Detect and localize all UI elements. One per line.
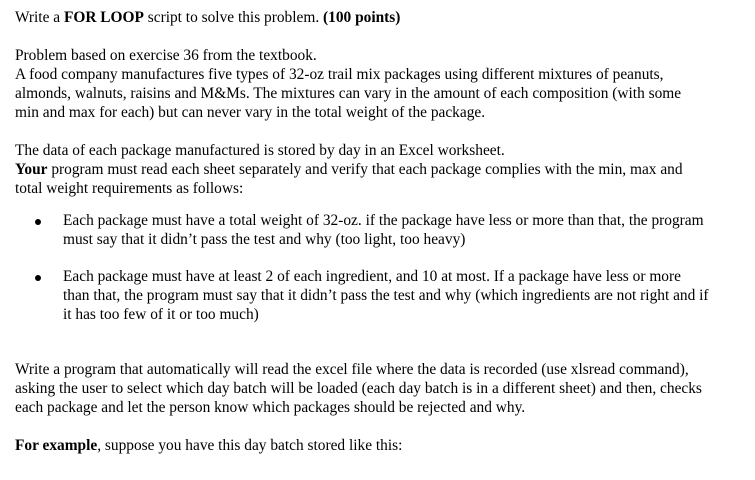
- heading-middle: script to solve this problem.: [143, 9, 324, 26]
- example-rest: , suppose you have this day batch stored like this:: [97, 437, 403, 454]
- data-para-bold: Your: [15, 161, 48, 178]
- bullet-1-line-1: Each package must have a total weight of 32-oz. if the package have less or more than that, the program: [63, 212, 704, 229]
- heading-prefix: Write a: [15, 9, 64, 26]
- data-para-line-1: The data of each package manufactured is stored by day in an Excel worksheet.: [15, 142, 505, 159]
- heading-points: (100 points): [323, 9, 401, 26]
- intro-line-1: Problem based on exercise 36 from the textbook.: [15, 47, 317, 64]
- bullet-dot-icon: [35, 275, 41, 281]
- example-bold: For example: [15, 437, 98, 454]
- heading-emphasis: FOR LOOP: [63, 9, 144, 26]
- intro-line-4: min and max for each) but can never vary in the total weight of the package.: [15, 104, 486, 121]
- program-para-line-1: Write a program that automatically will read the excel file where the data is recorded (use xlsread command),: [15, 361, 689, 378]
- bullet-2-line-2: than that, the program must say that it didn’t pass the test and why (which ingredients are not right and if: [63, 287, 709, 304]
- bullet-2-line-3: it has too few of it or too much): [63, 306, 259, 323]
- example-line: [15, 436, 402, 455]
- data-para-line-3: total weight requirements as follows:: [15, 180, 244, 197]
- data-para-line-2: [15, 160, 683, 179]
- assignment-heading: [15, 8, 400, 27]
- bullet-2-line-1: Each package must have at least 2 of each ingredient, and 10 at most. If a package have less or more: [63, 268, 681, 285]
- program-para-line-3: each package and let the person know which packages should be rejected and why.: [15, 399, 526, 416]
- intro-line-3: almonds, walnuts, raisins and M&Ms. The mixtures can vary in the amount of each composition (with some: [15, 85, 682, 102]
- bullet-dot-icon: [35, 219, 41, 225]
- data-para-rest: program must read each sheet separately and verify that each package complies with the min, max and: [47, 161, 683, 178]
- intro-line-2: A food company manufactures five types of 32-oz trail mix packages using different mixtures of peanuts,: [15, 66, 664, 83]
- program-para-line-2: asking the user to select which day batch will be loaded (each day batch is in a different sheet) and then, checks: [15, 380, 702, 397]
- bullet-1-line-2: must say that it didn’t pass the test and why (too light, too heavy): [63, 231, 466, 248]
